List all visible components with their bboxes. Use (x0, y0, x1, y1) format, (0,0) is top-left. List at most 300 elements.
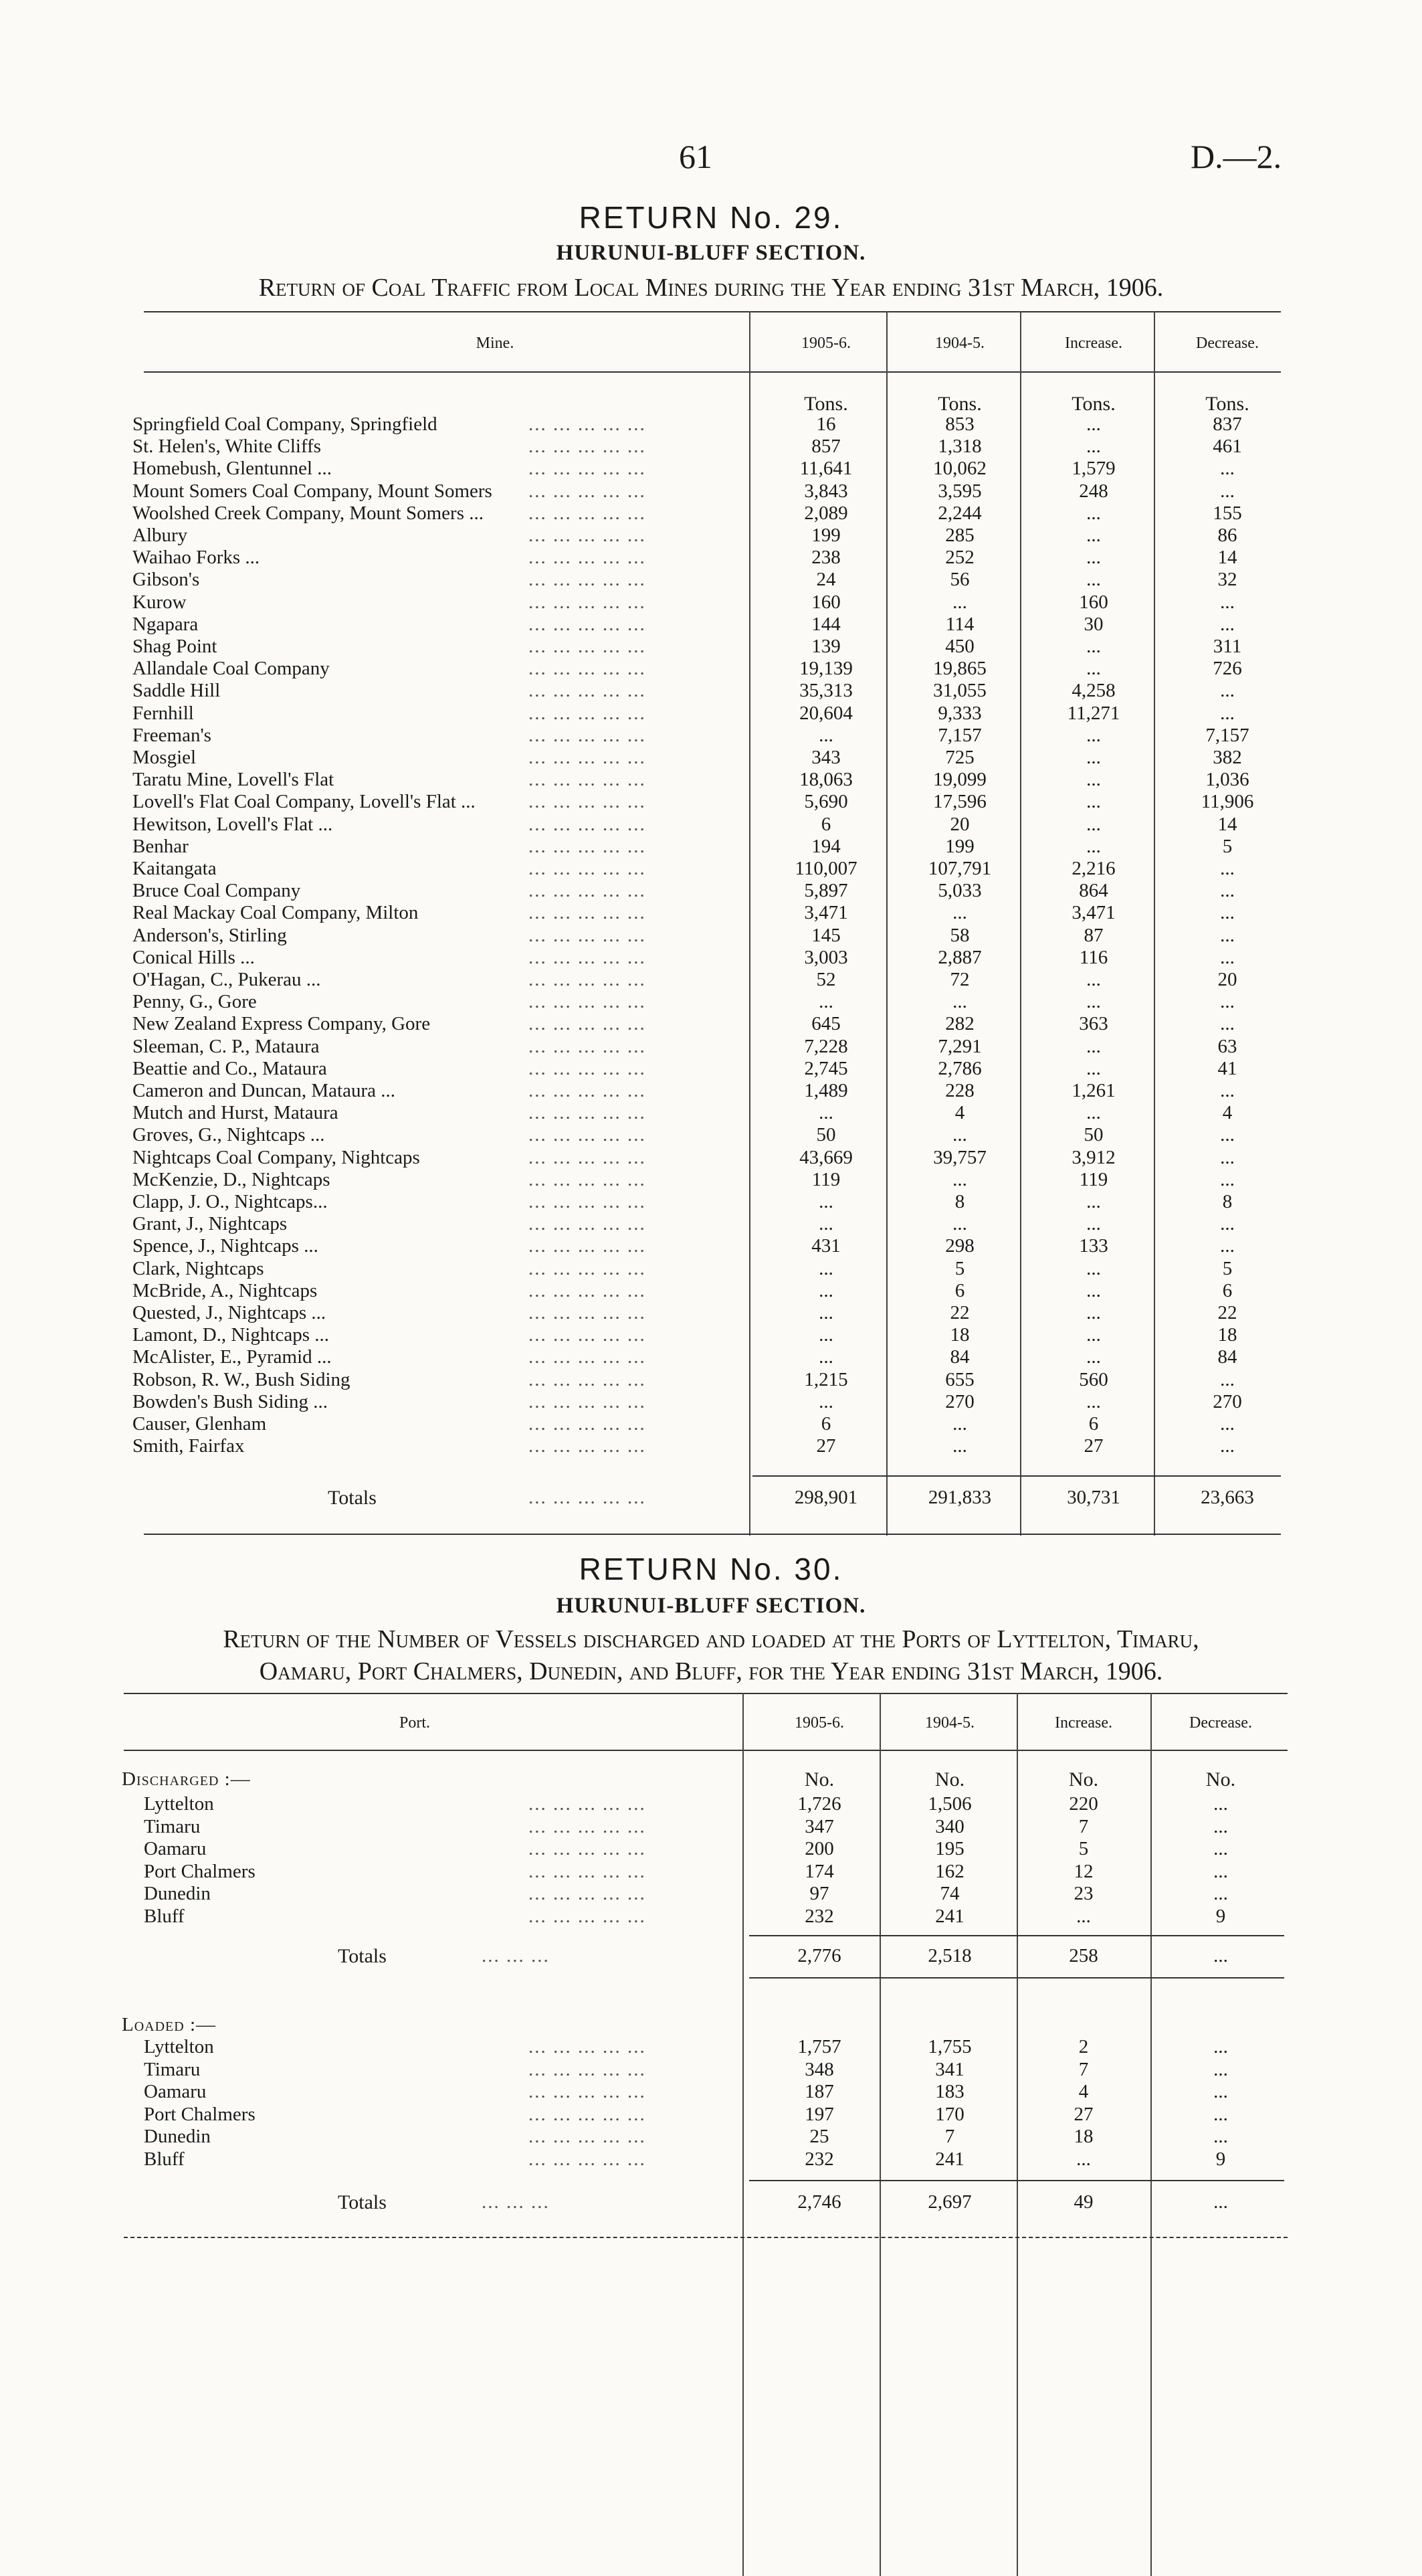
table-row (0, 1080, 1422, 1102)
value-current: 645 (811, 1013, 841, 1035)
value-decrease: 5 (1222, 1257, 1233, 1279)
value-decrease: 9 (1215, 1905, 1226, 1927)
table-row (0, 1346, 1422, 1368)
value-increase: ... (1086, 547, 1101, 569)
return30-unit-2: No. (934, 1768, 965, 1790)
value-current: 232 (805, 2148, 834, 2170)
value-current: 232 (805, 1905, 834, 1927)
value-previous: 31,055 (933, 680, 987, 702)
leader-dots: ... ... ... ... ... (528, 1324, 646, 1346)
leader-dots: ... ... ... ... ... (528, 1257, 646, 1279)
value-previous: 252 (945, 547, 975, 569)
value-current: 1,215 (804, 1368, 848, 1390)
return29-caption: Return of Coal Traffic from Local Mines during the Year ending 31st March, 1906. (258, 274, 1164, 302)
value-increase: 119 (1079, 1168, 1108, 1190)
table-row (0, 880, 1422, 902)
return29-col-increase: Increase. (1065, 335, 1122, 352)
value-increase: ... (1086, 569, 1101, 591)
value-previous: 6 (954, 1279, 965, 1301)
value-decrease: ... (1220, 946, 1235, 968)
value-current: 194 (811, 835, 841, 857)
value-current: 50 (816, 1124, 836, 1146)
value-increase: ... (1086, 791, 1101, 813)
table-row (0, 991, 1422, 1013)
value-current: 24 (816, 569, 836, 591)
leader-dots: ... ... ... ... ... (528, 1191, 646, 1212)
value-increase: ... (1086, 658, 1101, 680)
value-increase: 4 (1078, 2081, 1089, 2102)
value-previous: 241 (935, 1905, 964, 1927)
table-row (0, 1147, 1422, 1169)
value-decrease: ... (1220, 1124, 1235, 1146)
row-name: Spence, J., Nightcaps ... (132, 1235, 318, 1257)
value-previous: 340 (935, 1815, 964, 1837)
row-name: Lyttelton (144, 1793, 214, 1815)
value-previous: 74 (940, 1883, 960, 1904)
value-increase: 1,261 (1072, 1080, 1116, 1101)
row-name: Robson, R. W., Bush Siding (132, 1368, 350, 1390)
value-current: 119 (811, 1168, 841, 1190)
leader-dots: ... ... ... ... ... (528, 813, 646, 835)
leader-dots: ... ... ... ... ... (528, 1435, 646, 1457)
row-name: Hewitson, Lovell's Flat ... (132, 813, 333, 835)
value-increase: 116 (1079, 946, 1108, 968)
return30-col-decrease: Decrease. (1189, 1714, 1252, 1732)
leader-dots: ... ... ... ... ... (528, 569, 646, 591)
value-current: ... (819, 991, 833, 1013)
value-current: ... (819, 1390, 833, 1412)
value-decrease: ... (1213, 2103, 1228, 2125)
value-increase: 30 (1084, 613, 1104, 635)
table-row (0, 591, 1422, 614)
table-row (0, 1793, 1422, 1815)
leader-dots: ... ... ... ... ... (528, 1146, 646, 1168)
value-current: 3,471 (804, 902, 848, 924)
value-increase: ... (1086, 1035, 1101, 1057)
value-previous: 7,157 (938, 724, 982, 746)
row-name: Shag Point (132, 636, 217, 657)
value-decrease: ... (1220, 858, 1235, 879)
table-row (0, 1838, 1422, 1860)
value-current: 187 (805, 2081, 834, 2102)
value-previous: ... (952, 591, 967, 613)
value-current: 6 (821, 1413, 831, 1435)
row-name: Clark, Nightcaps (132, 1257, 264, 1279)
value-increase: ... (1086, 1213, 1101, 1235)
value-previous: 19,099 (933, 769, 987, 791)
value-decrease: ... (1213, 1793, 1228, 1815)
value-current: 160 (811, 591, 841, 613)
leader-dots: ... ... ... ... ... (528, 835, 646, 857)
return30-bottom-rule (124, 2237, 1288, 2238)
value-current: 52 (816, 969, 836, 990)
row-name: New Zealand Express Company, Gore (132, 1013, 431, 1035)
value-decrease: ... (1220, 1013, 1235, 1035)
value-previous: 195 (935, 1838, 964, 1859)
return29-unit-3: Tons. (1072, 393, 1116, 415)
value-previous: 39,757 (933, 1146, 987, 1168)
leader-dots: ... ... ... ... ... (528, 702, 646, 724)
value-increase: 363 (1079, 1013, 1108, 1035)
value-previous: 655 (945, 1368, 975, 1390)
value-current: 238 (811, 547, 841, 569)
leader-dots: ... ... ... ... ... (528, 1883, 646, 1904)
value-increase: 4,258 (1072, 680, 1116, 702)
table-row (0, 1124, 1422, 1146)
discharged-total-1905: 2,776 (797, 1945, 841, 1966)
leader-dots: ... ... ... ... ... (528, 769, 646, 791)
row-name: McAlister, E., Pyramid ... (132, 1346, 332, 1368)
value-decrease: 7,157 (1205, 724, 1249, 746)
row-name: Bruce Coal Company (132, 880, 301, 902)
value-decrease: 5 (1222, 835, 1233, 857)
row-name: McKenzie, D., Nightcaps (132, 1168, 330, 1190)
leader-dots: ... ... ... ... ... (528, 924, 646, 946)
return30-top-rule (124, 1693, 1288, 1694)
leader-dots: ... ... ... ... ... (528, 946, 646, 968)
value-current: 18,063 (799, 769, 853, 791)
value-decrease: 14 (1217, 813, 1237, 835)
leader-dots: ... ... ... ... ... (528, 525, 646, 546)
value-previous: 58 (950, 924, 970, 946)
return29-section: HURUNUI-BLUFF SECTION. (556, 241, 866, 265)
table-row (0, 614, 1422, 636)
value-decrease: ... (1220, 613, 1235, 635)
row-name: Mosgiel (132, 747, 197, 768)
leader-dots: ... ... ... ... ... (528, 747, 646, 768)
table-row (0, 658, 1422, 680)
row-name: Conical Hills ... (132, 946, 255, 968)
value-decrease: 63 (1217, 1035, 1237, 1057)
leader-dots: ... ... ... ... ... (528, 436, 646, 458)
value-decrease: ... (1220, 1435, 1235, 1457)
value-previous: 72 (950, 969, 970, 990)
table-row (0, 791, 1422, 813)
table-row (0, 636, 1422, 658)
loaded-total-1905: 2,746 (797, 2191, 841, 2213)
table-row (0, 1191, 1422, 1213)
table-row (0, 547, 1422, 569)
value-current: ... (819, 1346, 833, 1368)
leader-dots: ... ... ... ... ... (528, 2058, 646, 2080)
value-decrease: ... (1220, 1213, 1235, 1235)
value-current: 110,007 (795, 858, 857, 879)
loaded-totals-row (0, 2191, 1422, 2213)
leader-dots: ... ... ... ... ... (528, 613, 646, 635)
row-name: Cameron and Duncan, Mataura ... (132, 1080, 395, 1101)
return29-header-rule (144, 371, 1281, 373)
row-name: Timaru (144, 2058, 201, 2080)
row-name: Nightcaps Coal Company, Nightcaps (132, 1146, 420, 1168)
value-decrease: ... (1220, 1168, 1235, 1190)
value-current: 857 (811, 436, 841, 458)
value-decrease: 9 (1215, 2148, 1226, 2170)
table-row (0, 1280, 1422, 1302)
row-name: Homebush, Glentunnel ... (132, 458, 332, 480)
value-decrease: 382 (1213, 747, 1242, 768)
value-current: 145 (811, 924, 841, 946)
leader-dots: ... ... ... ... ... (528, 1279, 646, 1301)
value-increase: ... (1086, 1302, 1101, 1323)
leader-dots: ... ... ... ... ... (528, 858, 646, 879)
leader-dots: ... ... ... ... ... (528, 413, 646, 435)
leader-dots: ... ... ... ... ... (528, 1368, 646, 1390)
value-previous: 2,244 (938, 502, 982, 524)
value-previous: ... (952, 991, 967, 1013)
value-current: 144 (811, 613, 841, 635)
value-increase: ... (1086, 636, 1101, 657)
value-decrease: 20 (1217, 969, 1237, 990)
value-increase: ... (1076, 1905, 1091, 1927)
value-previous: 7,291 (938, 1035, 982, 1057)
value-decrease: 41 (1217, 1057, 1237, 1079)
leader-dots: ... ... ... ... ... (528, 1168, 646, 1190)
value-previous: 5,033 (938, 880, 982, 902)
loaded-totals-label: Totals (338, 2191, 387, 2213)
leader-dots: ... ... ... ... ... (528, 1413, 646, 1435)
value-previous: 114 (945, 613, 975, 635)
value-current: 348 (805, 2058, 834, 2080)
value-previous: 162 (935, 1860, 964, 1882)
value-decrease: ... (1220, 1146, 1235, 1168)
value-increase: ... (1086, 769, 1101, 791)
return30-caption-line2: Oamaru, Port Chalmers, Dunedin, and Bluff, for the Year ending 31st March, 1906. (259, 1657, 1163, 1685)
return30-unit-3: No. (1068, 1768, 1099, 1790)
value-decrease: ... (1220, 1235, 1235, 1257)
leader-dots: ... ... ... ... ... (528, 1013, 646, 1035)
value-current: 11,641 (799, 458, 853, 480)
row-name: Penny, G., Gore (132, 991, 257, 1013)
value-increase: ... (1086, 525, 1101, 546)
value-increase: 3,912 (1072, 1146, 1116, 1168)
table-row (0, 947, 1422, 969)
value-current: 27 (816, 1435, 836, 1457)
table-row (0, 703, 1422, 725)
value-current: 174 (805, 1860, 834, 1882)
table-row (0, 480, 1422, 502)
value-increase: ... (1086, 813, 1101, 835)
leader-dots: ... ... ... ... ... (528, 1860, 646, 1882)
value-increase: ... (1086, 436, 1101, 458)
leader-dots: ... ... ... ... ... (528, 2126, 646, 2147)
value-previous: 5 (954, 1257, 965, 1279)
value-increase: ... (1086, 502, 1101, 524)
table-row (0, 525, 1422, 547)
table-row (0, 1258, 1422, 1280)
value-previous: 199 (945, 835, 975, 857)
value-decrease: ... (1220, 924, 1235, 946)
value-decrease: ... (1213, 2081, 1228, 2102)
return29-col-1905: 1905-6. (801, 335, 851, 352)
value-current: ... (819, 1302, 833, 1323)
value-decrease: ... (1213, 2036, 1228, 2057)
return30-section: HURUNUI-BLUFF SECTION. (556, 1594, 866, 1618)
discharged-totals-rule (749, 1935, 1284, 1936)
value-increase: ... (1086, 1279, 1101, 1301)
value-decrease: ... (1213, 2126, 1228, 2147)
loaded-totals-rule (749, 2180, 1284, 2181)
value-current: 7,228 (804, 1035, 848, 1057)
row-name: Quested, J., Nightcaps ... (132, 1302, 326, 1323)
return29-bottom-rule (144, 1534, 1281, 1535)
leader-dots: ... ... ... ... ... (528, 1793, 646, 1815)
row-name: Oamaru (144, 1838, 207, 1859)
value-current: 19,139 (799, 658, 853, 680)
value-current: 3,843 (804, 480, 848, 502)
table-row (0, 502, 1422, 525)
value-previous: 18 (950, 1324, 970, 1346)
value-current: 199 (811, 525, 841, 546)
table-row (0, 836, 1422, 858)
loaded-label: Loaded :— (122, 2014, 217, 2035)
value-current: 43,669 (799, 1146, 853, 1168)
value-previous: 9,333 (938, 702, 982, 724)
return29-title: RETURN No. 29. (579, 200, 843, 235)
loaded-total-1904: 2,697 (928, 2191, 972, 2213)
table-row (0, 1235, 1422, 1257)
value-current: 1,489 (804, 1080, 848, 1101)
row-name: Dunedin (144, 1883, 211, 1904)
value-current: ... (819, 1257, 833, 1279)
value-decrease: ... (1220, 1368, 1235, 1390)
leader-dots: ... ... ... ... ... (528, 1102, 646, 1124)
row-name: Allandale Coal Company (132, 658, 330, 680)
value-decrease: 18 (1217, 1324, 1237, 1346)
row-name: Sleeman, C. P., Mataura (132, 1035, 320, 1057)
row-name: Lyttelton (144, 2036, 214, 2057)
value-increase: ... (1086, 991, 1101, 1013)
value-previous: 107,791 (928, 858, 992, 879)
leader-dots: ... ... ... ... ... (528, 1035, 646, 1057)
return30-col-1905: 1905-6. (795, 1714, 844, 1732)
return29-totals-row (0, 1487, 1422, 1509)
value-increase: ... (1086, 1324, 1101, 1346)
return29-col-1904: 1904-5. (935, 335, 985, 352)
row-name: Timaru (144, 1815, 201, 1837)
value-decrease: ... (1220, 680, 1235, 702)
value-previous: 1,318 (938, 436, 982, 458)
value-increase: ... (1086, 835, 1101, 857)
value-previous: ... (952, 1213, 967, 1235)
value-previous: 853 (945, 413, 975, 435)
value-current: 97 (809, 1883, 829, 1904)
row-name: O'Hagan, C., Pukerau ... (132, 969, 321, 990)
row-name: Mutch and Hurst, Mataura (132, 1102, 338, 1124)
return29-unit-4: Tons. (1205, 393, 1249, 415)
value-previous: 1,755 (928, 2036, 972, 2057)
leader-dots: ... ... ... ... ... (528, 680, 646, 702)
return29-total-increase: 30,731 (1067, 1487, 1120, 1508)
discharged-total-increase: 258 (1069, 1945, 1098, 1966)
row-name: Causer, Glenham (132, 1413, 267, 1435)
return29-total-1905: 298,901 (794, 1487, 858, 1508)
value-current: ... (819, 724, 833, 746)
value-increase: 248 (1079, 480, 1108, 502)
value-previous: 84 (950, 1346, 970, 1368)
value-increase: 27 (1084, 1435, 1104, 1457)
value-increase: 23 (1074, 1883, 1094, 1904)
value-previous: 2,786 (938, 1057, 982, 1079)
leader-dots: ... ... ... ... ... (528, 724, 646, 746)
row-name: Kurow (132, 591, 187, 613)
row-name: Gibson's (132, 569, 200, 591)
value-increase: 160 (1079, 591, 1108, 613)
return29-top-rule (144, 311, 1281, 312)
discharged-totals-label: Totals (338, 1945, 387, 1967)
value-previous: 241 (935, 2148, 964, 2170)
row-name: Bowden's Bush Siding ... (132, 1390, 328, 1412)
value-previous: 10,062 (933, 458, 987, 480)
row-name: Bluff (144, 2148, 185, 2170)
value-increase: 7 (1078, 1815, 1089, 1837)
value-decrease: 837 (1213, 413, 1242, 435)
row-name: Groves, G., Nightcaps ... (132, 1124, 325, 1146)
table-row (0, 1861, 1422, 1883)
table-row (0, 769, 1422, 791)
leader-dots: ... ... ... ... ... (528, 458, 646, 480)
value-current: 2,089 (804, 502, 848, 524)
value-increase: 2 (1078, 2036, 1089, 2057)
value-current: 200 (805, 1838, 834, 1859)
leader-dots: ... ... ... ... ... (528, 2081, 646, 2102)
value-increase: 3,471 (1072, 902, 1116, 924)
value-previous: 19,865 (933, 658, 987, 680)
value-decrease: ... (1220, 480, 1235, 502)
loaded-totals-dots: ... ... ... (482, 2191, 550, 2213)
value-decrease: ... (1220, 1413, 1235, 1435)
return30-col-port: Port. (399, 1714, 430, 1732)
table-row (0, 1906, 1422, 1928)
leader-dots: ... ... ... ... ... (528, 1905, 646, 1927)
value-increase: ... (1086, 969, 1101, 990)
row-name: Saddle Hill (132, 680, 221, 702)
leader-dots: ... ... ... ... ... (528, 1302, 646, 1323)
value-decrease: ... (1213, 1860, 1228, 1882)
value-previous: 228 (945, 1080, 975, 1101)
row-name: Anderson's, Stirling (132, 924, 287, 946)
value-current: 343 (811, 747, 841, 768)
value-current: ... (819, 1279, 833, 1301)
return29-unit-2: Tons. (938, 393, 982, 415)
table-row (0, 1369, 1422, 1391)
value-decrease: 155 (1213, 502, 1242, 524)
leader-dots: ... ... ... ... ... (528, 480, 646, 502)
row-name: Oamaru (144, 2081, 207, 2102)
return30-caption-line1: Return of the Number of Vessels discharged and loaded at the Ports of Lyttelton, Timaru, (223, 1625, 1199, 1653)
value-previous: 270 (945, 1390, 975, 1412)
leader-dots: ... ... ... ... ... (528, 1124, 646, 1146)
row-name: Springfield Coal Company, Springfield (132, 413, 437, 435)
leader-dots: ... ... ... ... ... (528, 1235, 646, 1257)
row-name: Clapp, J. O., Nightcaps... (132, 1191, 328, 1212)
row-name: Benhar (132, 835, 189, 857)
leader-dots: ... ... ... ... ... (528, 1390, 646, 1412)
value-current: 35,313 (799, 680, 853, 702)
value-increase: ... (1086, 1390, 1101, 1412)
value-decrease: ... (1220, 880, 1235, 902)
value-previous: 450 (945, 636, 975, 657)
return29-totals-rule (752, 1475, 1281, 1477)
leader-dots: ... ... ... ... ... (528, 902, 646, 924)
table-row (0, 569, 1422, 591)
value-increase: 560 (1079, 1368, 1108, 1390)
value-increase: 6 (1088, 1413, 1099, 1435)
discharged-label: Discharged :— (122, 1768, 251, 1790)
table-row (0, 1213, 1422, 1235)
row-name: Fernhill (132, 702, 194, 724)
row-name: Ngapara (132, 613, 199, 635)
table-row (0, 1302, 1422, 1324)
